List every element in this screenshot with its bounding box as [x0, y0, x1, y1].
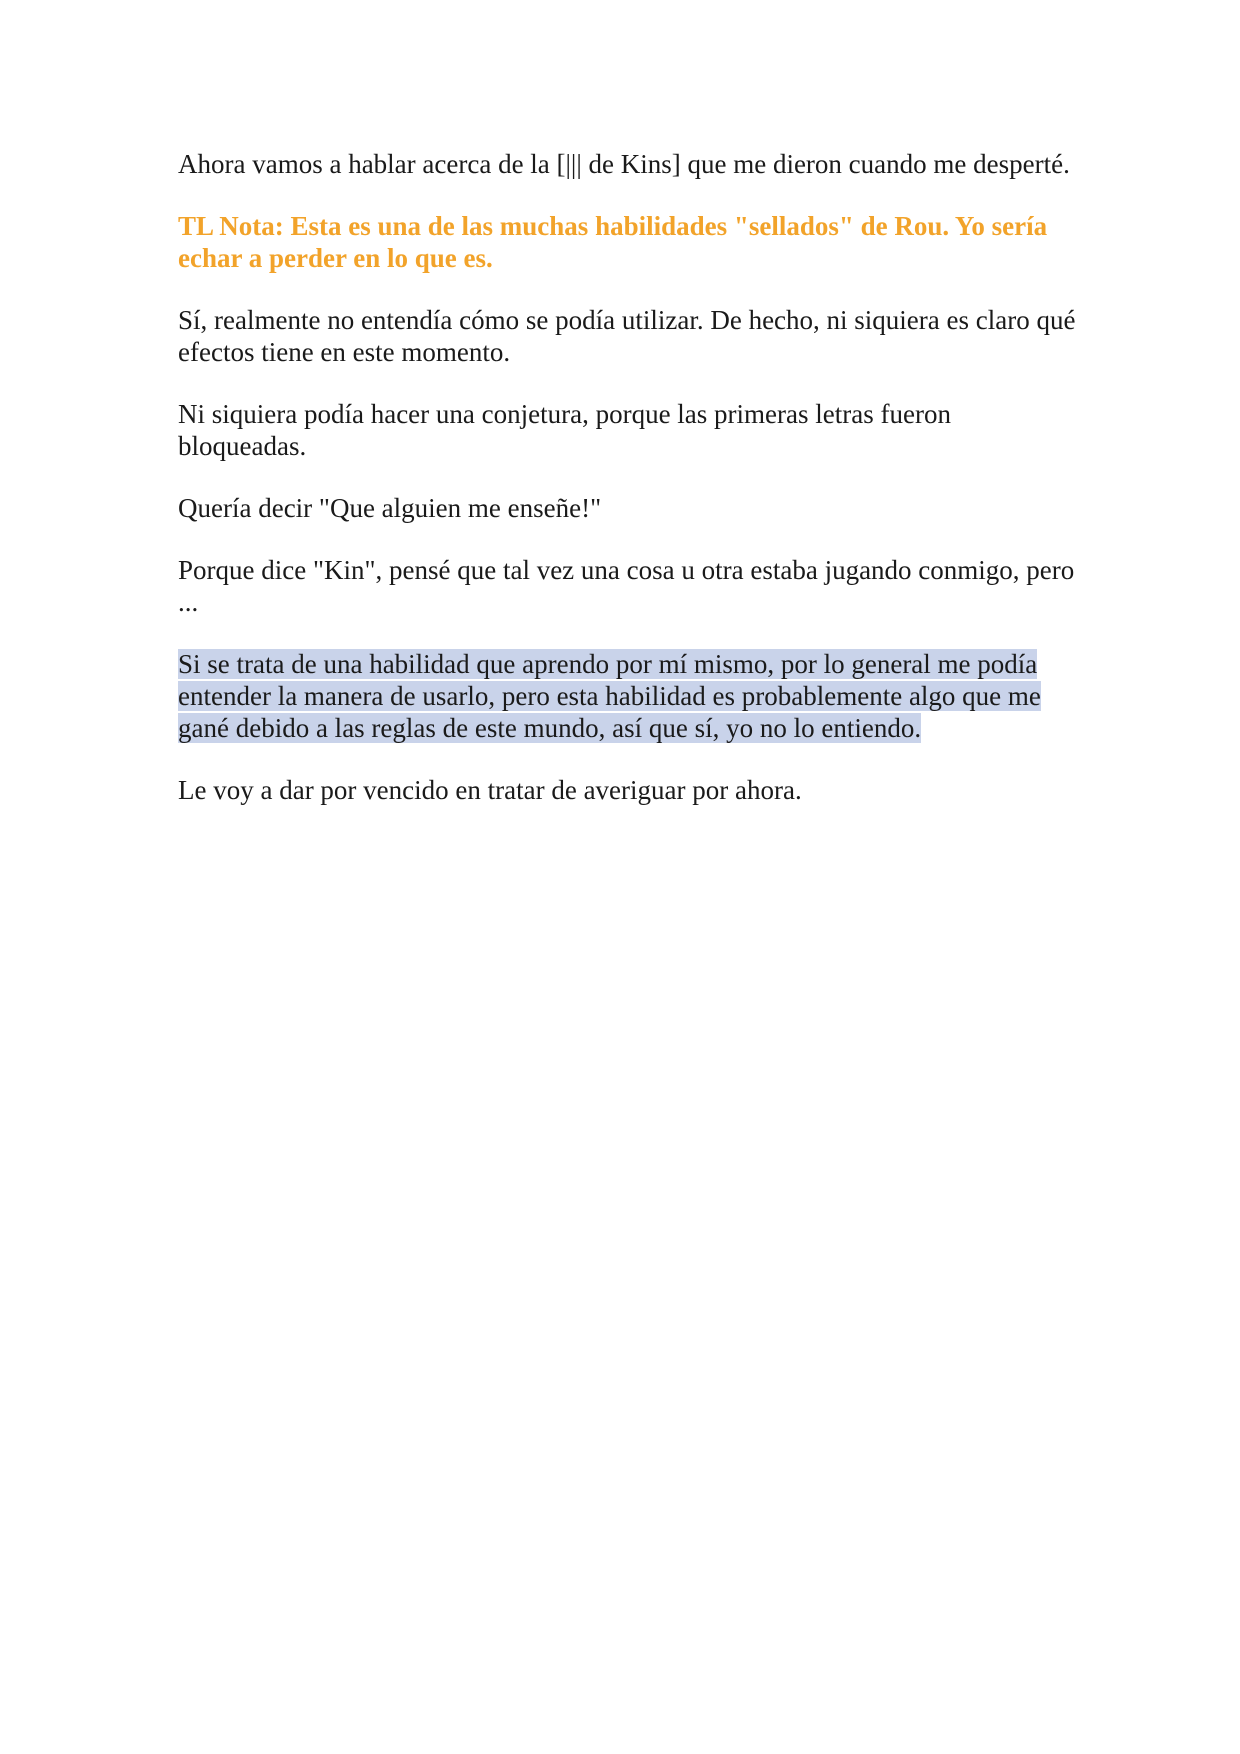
text-selection-highlight[interactable]: Si se trata de una habilidad que aprendo por mí mismo, por lo general me podía entender la manera de usarlo, pero esta habilidad es probablemente algo que me gané debido a las reglas de este mundo, así que sí, yo no lo entiendo. — [178, 649, 1041, 743]
paragraph-8: Le voy a dar por vencido en tratar de averiguar por ahora. — [178, 775, 802, 805]
translator-note: TL Nota: Esta es una de las muchas habilidades "sellados" de Rou. Yo sería echar a perder en lo que es. — [178, 211, 1048, 273]
highlighted-paragraph[interactable] — [178, 648, 1078, 744]
paragraph-5: Quería decir "Que alguien me enseñe!" — [178, 493, 602, 523]
paragraph-3: Sí, realmente no entendía cómo se podía utilizar. De hecho, ni siquiera es claro qué efectos tiene en este momento. — [178, 305, 1076, 367]
paragraph-6: Porque dice "Kin", pensé que tal vez una cosa u otra estaba jugando conmigo, pero ... — [178, 555, 1075, 617]
document-body — [178, 148, 1078, 836]
paragraph-4: Ni siquiera podía hacer una conjetura, porque las primeras letras fueron bloqueadas. — [178, 399, 951, 461]
paragraph-1: Ahora vamos a hablar acerca de la [||| de Kins] que me dieron cuando me desperté. — [178, 149, 1070, 179]
